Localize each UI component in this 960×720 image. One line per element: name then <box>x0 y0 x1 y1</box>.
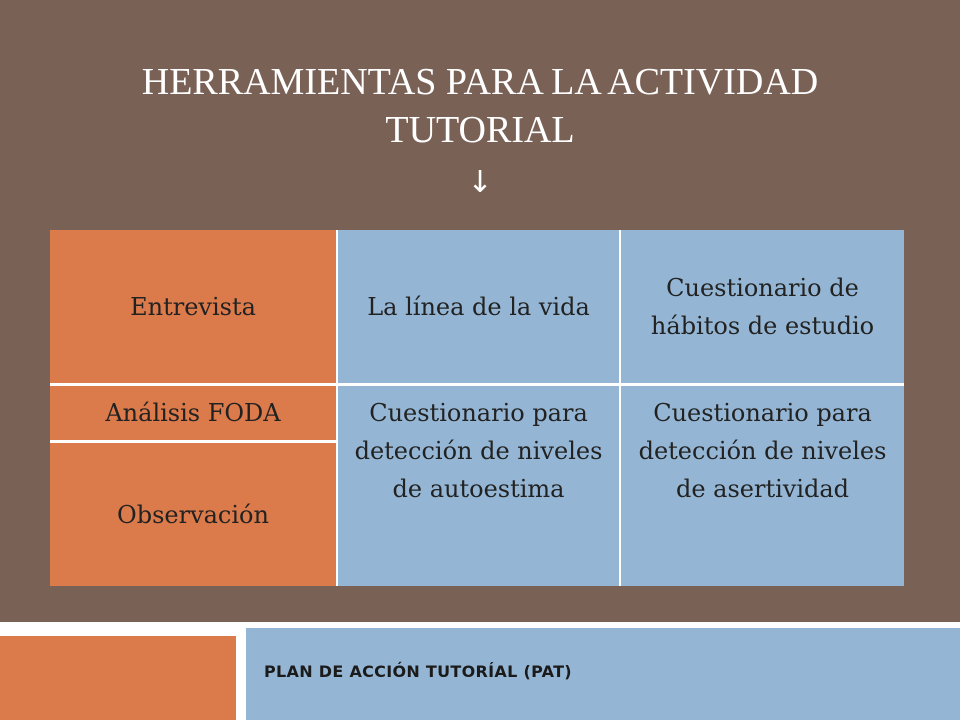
title-line-1: HERRAMIENTAS PARA LA ACTIVIDAD <box>141 61 819 103</box>
cell-asertividad: Cuestionario para detección de niveles de asertividad <box>619 386 904 586</box>
cell-observacion: Observación <box>50 443 336 586</box>
tools-table <box>50 230 904 586</box>
down-arrow-icon: ↓ <box>467 165 493 200</box>
footer-orange-block <box>0 636 236 720</box>
footer-label: PLAN DE ACCIÓN TUTORÍAL (PAT) <box>264 662 572 681</box>
title-line-2: TUTORIAL <box>385 109 575 151</box>
cell-autoestima: Cuestionario para detección de niveles de autoestima <box>336 386 619 586</box>
cell-linea-de-la-vida: La línea de la vida <box>336 230 619 386</box>
cell-analisis-foda: Análisis FODA <box>50 386 336 443</box>
cell-habitos-estudio: Cuestionario de hábitos de estudio <box>619 230 904 386</box>
slide-title <box>0 58 960 154</box>
cell-entrevista: Entrevista <box>50 230 336 386</box>
